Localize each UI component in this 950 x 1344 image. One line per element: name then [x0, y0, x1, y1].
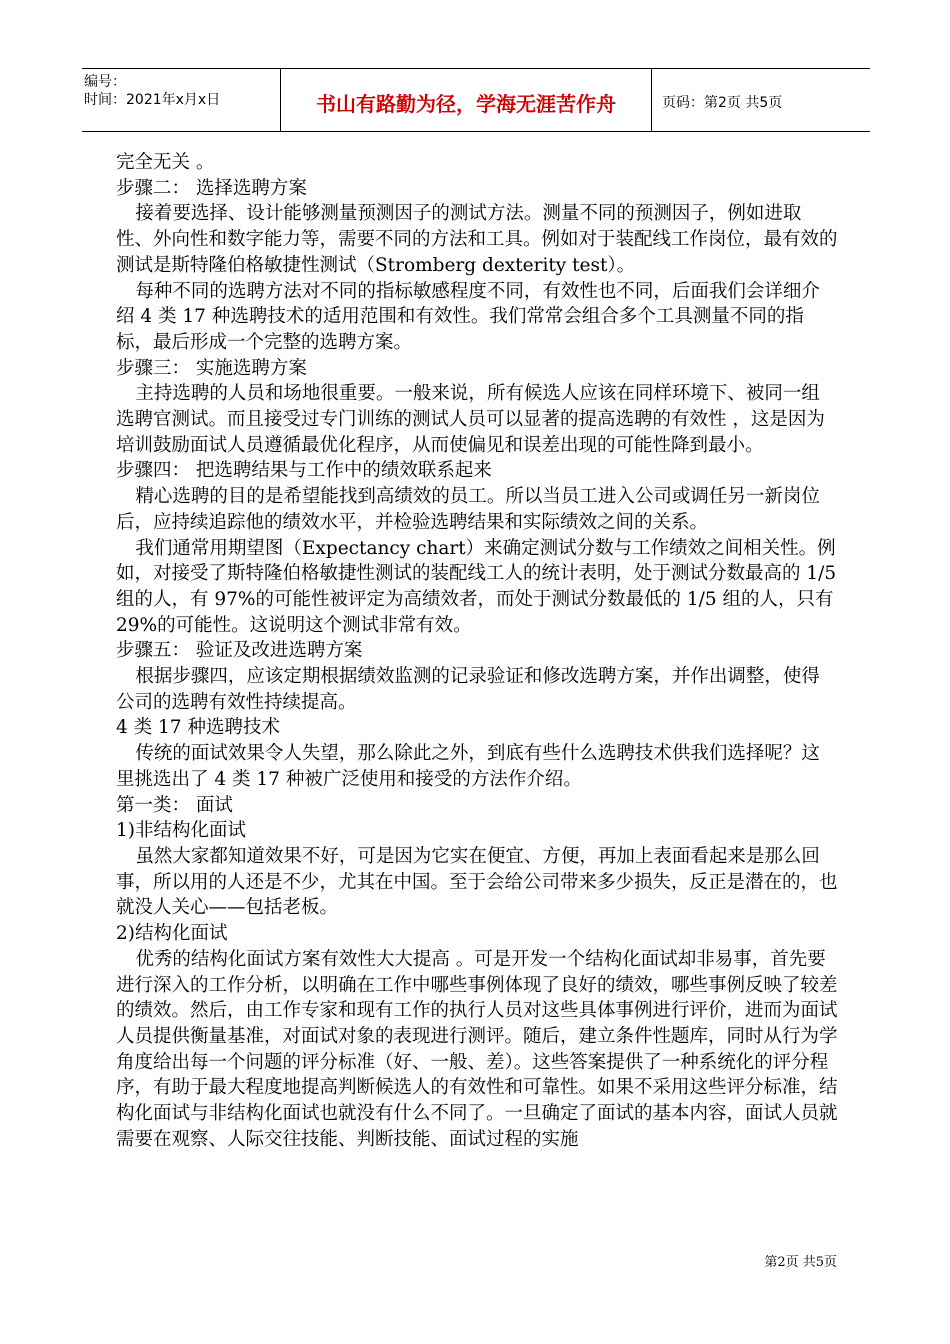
section-heading: 步骤二： 选择选聘方案 — [116, 177, 307, 199]
header-page-label: 页码：第2页 共5页 — [662, 95, 783, 111]
body-paragraph: 主持选聘的人员和场地很重要。一般来说，所有候选人应该在同样环境下、被同一组选聘官测试。而且接受过专门训练的测试人员可以显著的提高选聘的有效性 ，这是因为培训鼓励面试人员遵循最优化程序，从而使偏见和误差出现的可能性降到最小。 — [116, 383, 825, 456]
section-heading: 4 类 17 种选聘技术 — [116, 717, 280, 739]
document-number-label: 编号： — [84, 74, 126, 90]
body-paragraph: 精心选聘的目的是希望能找到高绩效的员工。所以当员工进入公司或调任另一新岗位后，应持续追踪他的绩效水平，并检验选聘结果和实际绩效之间的关系。 — [116, 486, 820, 533]
body-paragraph: 我们通常用期望图（Expectancy chart）来确定测试分数与工作绩效之间相关性。例如，对接受了斯特隆伯格敏捷性测试的装配线工人的统计表明，处于测试分数最高的 1/5 组的人，有 97%的可能性被评定为高绩效者，而处于测试分数最低的 1/5 组的人，只有 29%的可能性。这说明这个测试非常有效。 — [116, 537, 837, 636]
body-paragraph: 完全无关 。 — [116, 152, 215, 173]
document-header — [82, 68, 870, 132]
header-meta-cell — [82, 69, 281, 131]
body-paragraph: 传统的面试效果令人失望，那么除此之外，到底有些什么选聘技术供我们选择呢？这里挑选出了 4 类 17 种被广泛使用和接受的方法作介绍。 — [116, 743, 820, 790]
header-motto: 书山有路勤为径，学海无涯苦作舟 — [281, 69, 652, 131]
document-time-label: 时间：2021年x月x日 — [84, 92, 221, 108]
body-paragraph: 根据步骤四，应该定期根据绩效监测的记录验证和修改选聘方案，并作出调整，使得公司的选聘有效性持续提高。 — [116, 666, 820, 713]
section-heading: 步骤四： 把选聘结果与工作中的绩效联系起来 — [116, 460, 492, 482]
section-heading: 2)结构化面试 — [116, 923, 228, 945]
section-heading: 步骤五： 验证及改进选聘方案 — [116, 640, 363, 662]
body-paragraph: 虽然大家都知道效果不好，可是因为它实在便宜、方便，再加上表面看起来是那么回事，所以用的人还是不少，尤其在中国。至于会给公司带来多少损失，反正是潜在的，也就没人关心——包括老板。 — [116, 845, 838, 919]
body-paragraph: 优秀的结构化面试方案有效性大大提高 。可是开发一个结构化面试却非易事，首先要进行深入的工作分析，以明确在工作中哪些事例体现了良好的绩效，哪些事例反映了较差的绩效。然后，由工作专家和现有工作的执行人员对这些具体事例进行评价，进而为面试人员提供衡量基准，对面试对象的表现进行测评。随后，建立条件性题库，同时从行为学角度给出每一个问题的评分标准（好、一般、差）。这些答案提供了一种系统化的评分程序，有助于最大程度地提高判断候选人的有效性和可靠性。如果不采用这些评分标准，结构化面试与非结构化面试也就没有什么不同了。一旦确定了面试的基本内容，面试人员就需要在观察、人际交往技能、判断技能、面试过程的实施 — [116, 948, 838, 1150]
section-heading: 1)非结构化面试 — [116, 820, 246, 842]
section-heading: 步骤三： 实施选聘方案 — [116, 357, 307, 379]
page-footer: 第2页 共5页 — [764, 1255, 837, 1270]
body-paragraph: 每种不同的选聘方法对不同的指标敏感程度不同，有效性也不同，后面我们会详细介绍 4 类 17 种选聘技术的适用范围和有效性。我们常常会组合多个工具测量不同的指标，最后形成一个完整的选聘方案。 — [116, 280, 820, 353]
body-paragraph: 接着要选择、设计能够测量预测因子的测试方法。测量不同的预测因子，例如进取性、外向性和数字能力等，需要不同的方法和工具。例如对于装配线工作岗位，最有效的测试是斯特隆伯格敏捷性测试（Stromberg dexterity test）。 — [116, 203, 838, 276]
section-heading: 第一类： 面试 — [116, 794, 233, 816]
document-body — [116, 150, 838, 1152]
